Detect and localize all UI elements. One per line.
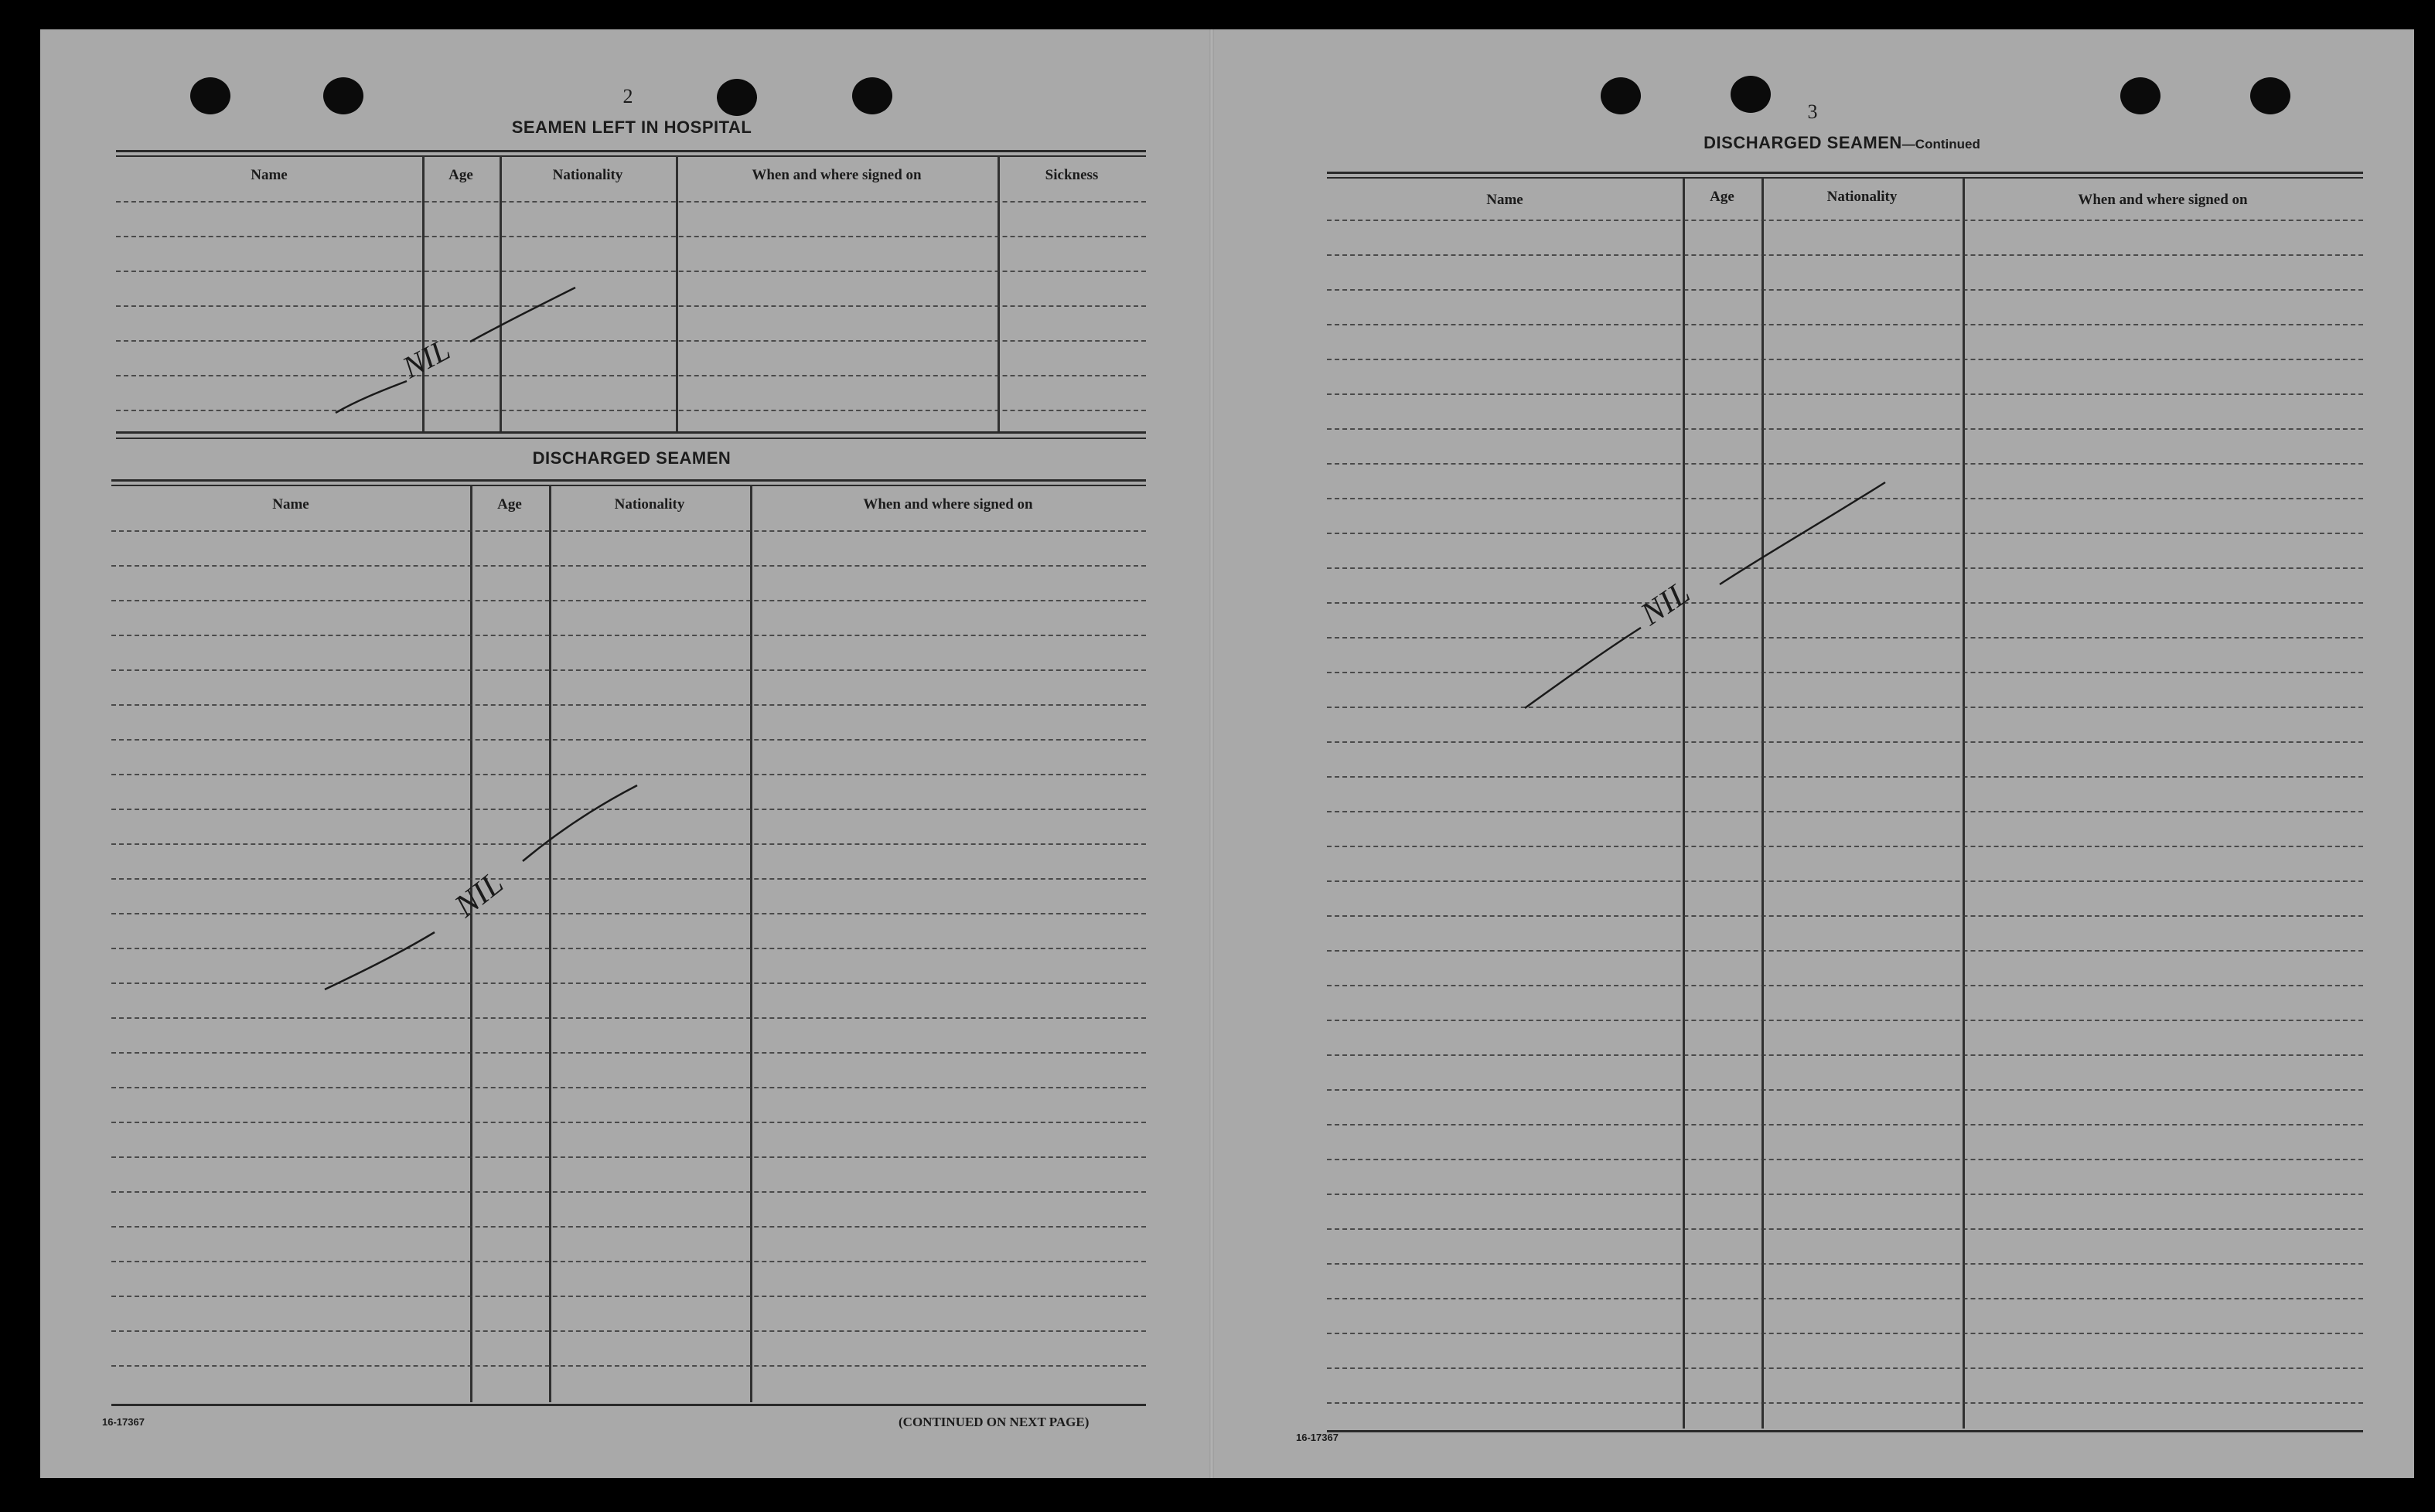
- row-line: [1327, 428, 2363, 430]
- row-line: [1327, 324, 2363, 325]
- row-line: [1327, 1124, 2363, 1125]
- row-line: [1327, 1228, 2363, 1230]
- column-header-name: Name: [251, 167, 288, 183]
- page-fold: [1209, 29, 1214, 1478]
- punch-hole-icon: [717, 79, 757, 116]
- punch-hole-icon: [190, 77, 230, 114]
- punch-hole-icon: [2120, 77, 2160, 114]
- row-line: [111, 1296, 1146, 1297]
- row-line: [111, 530, 1146, 532]
- row-line: [116, 236, 1146, 237]
- row-line: [111, 1017, 1146, 1019]
- punch-hole-icon: [323, 77, 363, 114]
- row-line: [1327, 254, 2363, 256]
- discharged-section-title: DISCHARGED SEAMEN: [532, 448, 732, 468]
- left-page: [40, 29, 1208, 1478]
- row-line: [111, 1087, 1146, 1088]
- column-header-signed-on: When and where signed on: [863, 496, 1033, 513]
- discharged-continued-title: [1602, 133, 2082, 153]
- row-line: [1327, 1194, 2363, 1195]
- punch-hole-icon: [1601, 77, 1641, 114]
- row-line: [1327, 1402, 2363, 1404]
- column-header-age: Age: [497, 496, 522, 513]
- form-sheet: [40, 29, 2414, 1478]
- row-line: [1327, 1159, 2363, 1160]
- column-header-age: Age: [1710, 189, 1734, 205]
- row-line: [1327, 880, 2363, 882]
- row-line: [1327, 950, 2363, 952]
- row-line: [111, 635, 1146, 636]
- row-line: [1327, 741, 2363, 743]
- section-title-suffix: —Continued: [1901, 137, 1980, 152]
- row-line: [1327, 359, 2363, 360]
- form-number: 16-17367: [102, 1416, 145, 1428]
- row-line: [1327, 1367, 2363, 1369]
- row-line: [111, 1261, 1146, 1262]
- row-line: [1327, 776, 2363, 778]
- nil-text: NIL: [397, 331, 456, 385]
- row-line: [1327, 393, 2363, 395]
- nil-text: NIL: [448, 865, 510, 925]
- row-line: [1327, 1298, 2363, 1299]
- column-header-signed-on: When and where signed on: [752, 167, 922, 183]
- page-number: 2: [622, 85, 633, 107]
- right-page: [1216, 29, 2414, 1478]
- row-line: [111, 1156, 1146, 1158]
- row-line: [1327, 846, 2363, 847]
- row-line: [1327, 1054, 2363, 1056]
- row-line: [116, 201, 1146, 203]
- row-line: [1327, 1333, 2363, 1334]
- row-line: [1327, 1020, 2363, 1021]
- section-title-text: DISCHARGED SEAMEN: [1703, 133, 1902, 152]
- punch-hole-icon: [2250, 77, 2290, 114]
- row-line: [1327, 985, 2363, 986]
- nil-text: NIL: [1634, 574, 1697, 633]
- punch-hole-icon: [1731, 76, 1771, 113]
- column-header-sickness: Sickness: [1045, 167, 1099, 183]
- discharged-continued-table: [1327, 172, 2363, 1455]
- column-header-nationality: Nationality: [552, 167, 623, 183]
- row-line: [111, 1365, 1146, 1367]
- page-number: 3: [1807, 100, 1818, 123]
- nil-annotation: [1517, 462, 1904, 725]
- form-number: 16-17367: [1296, 1432, 1339, 1443]
- column-header-name: Name: [272, 496, 309, 513]
- row-line: [111, 1191, 1146, 1193]
- row-line: [111, 1052, 1146, 1054]
- row-line: [1327, 220, 2363, 221]
- row-line: [1327, 915, 2363, 917]
- row-line: [111, 565, 1146, 567]
- column-header-name: Name: [1486, 192, 1523, 208]
- row-line: [1327, 811, 2363, 812]
- row-line: [111, 1330, 1146, 1332]
- row-line: [1327, 1263, 2363, 1265]
- row-line: [111, 739, 1146, 741]
- nil-annotation: [319, 748, 659, 1011]
- continued-note: (CONTINUED ON NEXT PAGE): [899, 1415, 1090, 1429]
- row-line: [111, 704, 1146, 706]
- row-line: [111, 1226, 1146, 1228]
- row-line: [111, 600, 1146, 601]
- nil-annotation: [326, 269, 651, 439]
- column-header-nationality: Nationality: [614, 496, 685, 513]
- row-line: [1327, 289, 2363, 291]
- row-line: [111, 1122, 1146, 1123]
- column-header-signed-on: When and where signed on: [2078, 192, 2248, 208]
- column-header-age: Age: [448, 167, 473, 183]
- row-line: [1327, 1089, 2363, 1091]
- hospital-section-title: SEAMEN LEFT IN HOSPITAL: [511, 117, 752, 137]
- row-line: [111, 669, 1146, 671]
- punch-hole-icon: [852, 77, 892, 114]
- column-header-nationality: Nationality: [1826, 189, 1898, 205]
